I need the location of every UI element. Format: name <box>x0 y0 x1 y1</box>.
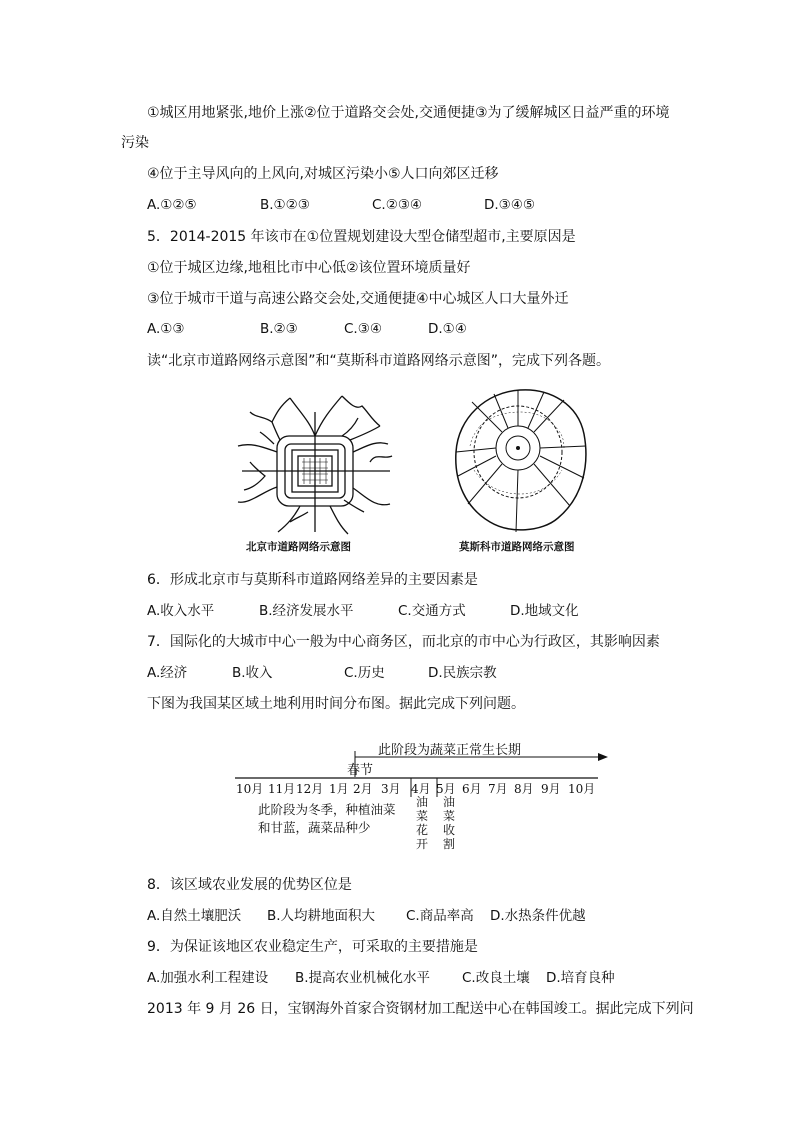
rapeseed-flowering-label: 油菜花开 <box>415 795 428 851</box>
q6-option-c: C.交通方式 <box>398 603 466 619</box>
q6-option-b: B.经济发展水平 <box>259 603 354 619</box>
month-label: 10月 <box>236 782 264 796</box>
beijing-road-map <box>230 392 400 537</box>
q7-option-d: D.民族宗教 <box>428 665 497 681</box>
q8-option-c: C.商品率高 <box>406 908 474 924</box>
q5-stem: 5．2014-2015 年该市在①位置规划建设大型仓储型超市,主要原因是 <box>147 229 576 245</box>
q5-statement-2: ③位于城市干道与高速公路交会处,交通便捷④中心城区人口大量外迁 <box>147 291 569 307</box>
intro-line-3: ④位于主导风向的上风向,对城区污染小⑤人口向郊区迁移 <box>147 166 499 182</box>
q6-stem: 6．形成北京市与莫斯科市道路网络差异的主要因素是 <box>147 572 478 588</box>
q9-option-b: B.提高农业机械化水平 <box>295 970 431 986</box>
month-label: 5月 <box>436 782 456 796</box>
q7-option-a: A.经济 <box>147 665 188 681</box>
q5-option-b: B.②③ <box>260 321 298 337</box>
q4-option-c: C.②③④ <box>372 197 423 213</box>
month-label: 6月 <box>462 782 482 796</box>
q7-option-b: B.收入 <box>232 665 273 681</box>
q9-option-c: C.改良土壤 <box>462 970 530 986</box>
q8-option-d: D.水热条件优越 <box>490 908 586 924</box>
month-label: 4月 <box>411 782 431 796</box>
moscow-map-caption: 莫斯科市道路网络示意图 <box>459 541 575 553</box>
map-reading-prompt: 读“北京市道路网络示意图”和“莫斯科市道路网络示意图”，完成下列各题。 <box>147 353 611 369</box>
q4-option-d: D.③④⑤ <box>484 197 535 213</box>
winter-note-line-1: 此阶段为冬季，种植油菜 <box>258 802 396 817</box>
month-label: 2月 <box>353 782 373 796</box>
q6-option-a: A.收入水平 <box>147 603 215 619</box>
month-label: 3月 <box>381 782 401 796</box>
q8-option-b: B.人均耕地面积大 <box>267 908 376 924</box>
intro-line-2: 污染 <box>121 135 149 151</box>
month-label: 8月 <box>514 782 534 796</box>
q8-stem: 8．该区域农业发展的优势区位是 <box>147 877 352 893</box>
timeline-prompt: 下图为我国某区域土地利用时间分布图。据此完成下列问题。 <box>147 696 525 712</box>
moscow-road-map <box>450 386 590 536</box>
month-label: 10月 <box>568 782 596 796</box>
q4-option-a: A.①②⑤ <box>147 197 197 213</box>
vegetable-growth-label: 此阶段为蔬菜正常生长期 <box>378 743 522 758</box>
month-label: 7月 <box>488 782 508 796</box>
q5-option-c: C.③④ <box>344 321 382 337</box>
intro-line-1: ①城区用地紧张,地价上涨②位于道路交会处,交通便捷③为了缓解城区日益严重的环境 <box>147 105 670 121</box>
winter-note-line-2: 和甘蓝，蔬菜品种少 <box>258 820 371 835</box>
month-label: 11月 <box>268 782 296 796</box>
rapeseed-harvest-label: 油菜收割 <box>442 795 455 851</box>
q5-option-a: A.①③ <box>147 321 185 337</box>
closing-line: 2013 年 9 月 26 日，宝钢海外首家合资钢材加工配送中心在韩国竣工。据此完成下列问 <box>147 1001 694 1017</box>
q4-option-b: B.①②③ <box>260 197 310 213</box>
q8-option-a: A.自然土壤肥沃 <box>147 908 242 924</box>
q9-option-a: A.加强水利工程建设 <box>147 970 269 986</box>
q6-option-d: D.地域文化 <box>510 603 579 619</box>
q9-option-d: D.培育良种 <box>546 970 615 986</box>
spring-festival-label: 春节 <box>347 763 374 778</box>
q5-option-d: D.①④ <box>428 321 467 337</box>
month-label: 9月 <box>541 782 561 796</box>
q9-stem: 9．为保证该地区农业稳定生产，可采取的主要措施是 <box>147 939 478 955</box>
beijing-map-caption: 北京市道路网络示意图 <box>246 541 351 553</box>
month-label: 1月 <box>329 782 349 796</box>
month-label: 12月 <box>296 782 324 796</box>
q5-statement-1: ①位于城区边缘,地租比市中心低②该位置环境质量好 <box>147 260 471 276</box>
q7-stem: 7．国际化的大城市中心一般为中心商务区，而北京的市中心为行政区，其影响因素 <box>147 634 660 650</box>
q7-option-c: C.历史 <box>344 665 385 681</box>
